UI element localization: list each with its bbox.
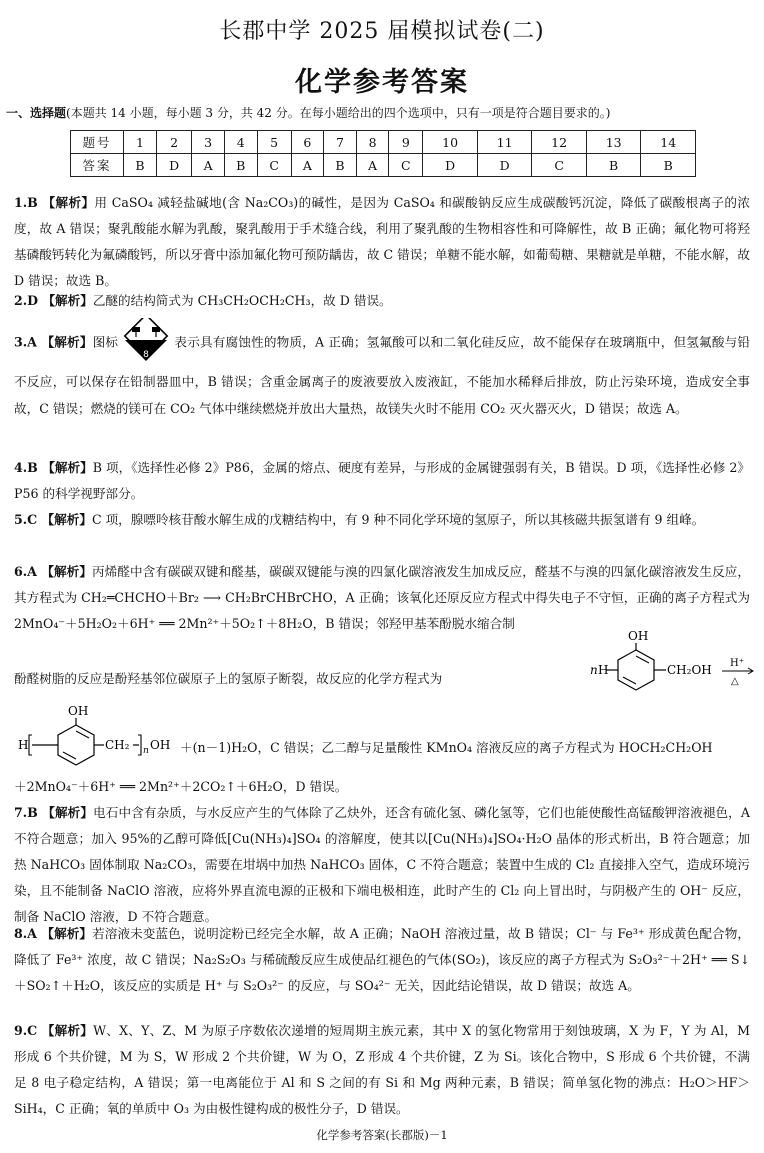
question-number: 10 [423, 131, 478, 154]
explanation-tag: 9.C 【解析】 [14, 1023, 94, 1038]
repeat-n-label: n [143, 746, 149, 756]
answer-cell: A [356, 154, 388, 177]
explanation-q2 [14, 288, 750, 314]
page-footer: 化学参考答案(长郡版)－1 [316, 1128, 448, 1142]
hydrogen-label: H [598, 663, 609, 677]
explanation-tag: 8.A 【解析】 [14, 926, 93, 941]
explanation-text: 用 CaSO₄ 减轻盐碱地(含 Na₂CO₃)的碱性，是因为 CaSO₄ 和碳酸钠反应生成碳酸钙沉淀，降低了碳酸根离子的浓度，故 A 错误；聚乳酸能水解为乳酸，聚乳酸用于手术缝合线，利用了聚乳酸的生物相容性和可降解性，故 B 正确；氟化物可将羟基磷酸钙转化为氟磷酸钙，所以牙膏中添加氟化物可预防龋齿，故 C 错误；单糖不能水解，如葡萄糖、果糖就是单糖，不能水解，故 D 错误；故选 B。 [14, 195, 750, 288]
question-number: 7 [324, 131, 357, 154]
explanation-text: B 项，《选择性必修 2》P86，金属的熔点、硬度有差异，与形成的金属键强弱有关，B 错误。D 项，《选择性必修 2》P56 的科学视野部分。 [14, 460, 750, 501]
explanation-text: C 项，腺嘌呤核苷酸水解生成的戊糖结构中，有 9 种不同化学环境的氢原子，所以其核磁共振氢谱有 9 组峰。 [91, 512, 705, 527]
question-number: 9 [389, 131, 423, 154]
explanation-text: 若溶液未变蓝色，说明淀粉已经完全水解，故 A 正确；NaOH 溶液过量，故 B 错误；Cl⁻ 与 Fe³⁺ 形成黄色配合物，降低了 Fe³⁺ 浓度，故 C 错误；Na₂S₂O₃ 与稀硫酸反应生成使品红褪色的气体(SO₂)，该反应的离子方程式为 S₂O₃²⁻＋2H⁺ ══ S↓＋SO₂↑＋H₂O，该反应的实质是 H⁺ 与 S₂O₃²⁻ 的反应，与 SO₄²⁻ 无关，因此结论错误，故 D 错误；故选 A。 [14, 926, 750, 993]
answer-cell: C [389, 154, 423, 177]
answer-cell: D [423, 154, 478, 177]
explanation-tag: 1.B 【解析】 [14, 195, 95, 210]
explanation-q9 [14, 1018, 750, 1122]
hydroxymethyl-label: CH₂OH [667, 663, 712, 677]
answer-table-number-row [71, 131, 696, 154]
explanation-text: 丙烯醛中含有碳碳双键和醛基，碳碳双键能与溴的四氯化碳溶液发生加成反应，醛基不与溴的四氯化碳溶液发生反应，其方程式为 CH₂═CHCHO＋Br₂ ⟶ CH₂BrCHBrCHO，A 正确；该氧化还原反应方程式中得失电子不守恒，正确的离子方程式为 2MnO₄⁻＋5H₂O₂＋6H⁺ ══ 2Mn²⁺＋5O₂↑＋8H₂O，B 错误；邻羟甲基苯酚脱水缩合制 [14, 564, 751, 631]
question-number: 2 [156, 131, 192, 154]
explanation-text: 乙醚的结构简式为 CH₃CH₂OCH₂CH₃，故 D 错误。 [92, 293, 392, 308]
explanation-q6 [14, 559, 750, 637]
answer-cell: D [477, 154, 532, 177]
question-number: 8 [356, 131, 388, 154]
hydroxyl-label: OH [628, 629, 649, 643]
question-number: 1 [124, 131, 157, 154]
section-instructions: (本题共 14 小题，每小题 3 分，共 42 分。在每小题给出的四个选项中，只有一项是符合题目要求的。) [66, 106, 611, 120]
section-heading [6, 104, 758, 121]
section-label: 一、选择题 [6, 106, 67, 120]
explanation-tag: 7.B 【解析】 [14, 805, 94, 820]
heat-label: △ [731, 676, 739, 687]
answer-table-answer-row [71, 154, 696, 177]
explanation-text: 电石中含有杂质，与水反应产生的气体除了乙炔外，还含有硫化氢、磷化氢等，它们也能使酸性高锰酸钾溶液褪色，A 不符合题意；加入 95%的乙醇可降低[Cu(NH₃)₄]SO₄ 的溶解度，使其以[Cu(NH₃)₄]SO₄·H₂O 晶体的形式析出，B 符合题意；加热 NaHCO₃ 固体制取 Na₂CO₃，需要在坩埚中加热 NaHCO₃ 固体，C 不符合题意；装置中生成的 Cl₂ 直接排入空气，造成环境污染，且不能制备 NaClO 溶液，应将外界直流电源的正极和下端电极相连，此时产生的 Cl₂ 向上冒出时，与阴极产生的 OH⁻ 反应，制备 NaClO 溶液，D 不符合题意。 [14, 805, 750, 924]
question-number: 3 [192, 131, 224, 154]
question-number: 5 [257, 131, 291, 154]
reactant-structure [590, 628, 760, 704]
question-number: 6 [291, 131, 323, 154]
explanation-text: ＋2MnO₄⁻＋6H⁺ ══ 2Mn²⁺＋2CO₂↑＋6H₂O，D 错误。 [14, 779, 348, 794]
explanation-text: W、X、Y、Z、M 为原子序数依次递增的短周期主族元素，其中 X 的氢化物常用于刻蚀玻璃，X 为 F，Y 为 Al，M 形成 6 个共价键，M 为 S，W 形成 2 个共价键，W 为 O，Z 形成 4 个共价键，Z 为 Si。该化合物中，S 形成 6 个共价键，不满足 8 电子稳定结构，A 错误；第一电离能位于 Al 和 S 之间的有 Si 和 Mg 两种元素，B 错误；简单氢化物的沸点：H₂O＞HF＞SiH₄，C 正确；氧的单质中 O₃ 为由极性键构成的极性分子，D 错误。 [14, 1023, 750, 1116]
answer-cell: A [192, 154, 224, 177]
methylene-label: CH₂ [105, 738, 130, 752]
hydroxyl-label: OH [68, 704, 89, 718]
question-number: 4 [224, 131, 257, 154]
explanation-q3 [14, 318, 750, 422]
product-structure [18, 703, 178, 779]
explanation-text: ＋(n－1)H₂O，C 错误；乙二醇与足量酸性 KMnO₄ 溶液反应的离子方程式为 HOCH₂CH₂OH [180, 740, 713, 755]
question-number: 12 [532, 131, 587, 154]
explanation-q4 [14, 455, 750, 507]
answer-table [70, 130, 696, 177]
answer-cell: B [224, 154, 257, 177]
end-hydrogen-label: H [18, 738, 29, 752]
answer-cell: B [641, 154, 696, 177]
answer-cell: A [291, 154, 323, 177]
explanation-q5 [14, 507, 750, 533]
explanation-q6-continued [14, 774, 750, 800]
answer-cell: C [532, 154, 587, 177]
explanation-q6-continued [180, 735, 750, 761]
explanation-text: 表示具有腐蚀性的物质，A 正确；氢氟酸可以和二氧化硅反应，故不能保存在玻璃瓶中，但氢氟酸与铅不反应，可以保存在铅制器皿中，B 错误；含重金属离子的废液要放入废液缸，不能加水稀释后排放，防止污染环境，造成安全事故，C 错误；燃烧的镁可在 CO₂ 气体中继续燃烧并放出大量热，故镁失火时不能用 CO₂ 灭火器灭火，D 错误；故选 A。 [14, 334, 751, 416]
explanation-tag: 2.D 【解析】 [14, 293, 93, 308]
explanation-tag: 3.A 【解析】 [14, 334, 93, 350]
repeat-n-label: n [590, 663, 598, 677]
end-hydroxyl-label: OH [150, 738, 171, 752]
exam-title: 长郡中学 2025 届模拟试卷(二) [219, 19, 545, 44]
explanation-q6-continued [14, 666, 589, 692]
explanation-q8 [14, 921, 750, 999]
catalyst-label: H⁺ [730, 658, 744, 669]
question-number: 13 [586, 131, 641, 154]
answer-table-row-label: 题号 [71, 131, 124, 154]
question-number: 11 [477, 131, 532, 154]
answer-cell: D [156, 154, 192, 177]
answer-cell: B [586, 154, 641, 177]
explanation-text: 图标 [92, 334, 119, 350]
explanation-q1 [14, 190, 750, 294]
question-number: 14 [641, 131, 696, 154]
page-title: 化学参考答案 [295, 67, 469, 98]
explanation-tag: 4.B 【解析】 [14, 460, 93, 475]
answer-cell: C [257, 154, 291, 177]
answer-table-row-label: 答案 [71, 154, 124, 177]
explanation-tag: 6.A 【解析】 [14, 564, 92, 579]
explanation-q7 [14, 800, 750, 930]
answer-cell: B [324, 154, 357, 177]
hazard-class-label: 8 [143, 350, 150, 360]
explanation-text: 酚醛树脂的反应是酚羟基邻位碳原子上的氢原子断裂，故反应的化学方程式为 [14, 671, 443, 686]
explanation-tag: 5.C 【解析】 [14, 512, 92, 527]
answer-cell: B [124, 154, 157, 177]
corrosive-hazard-icon [118, 318, 174, 368]
